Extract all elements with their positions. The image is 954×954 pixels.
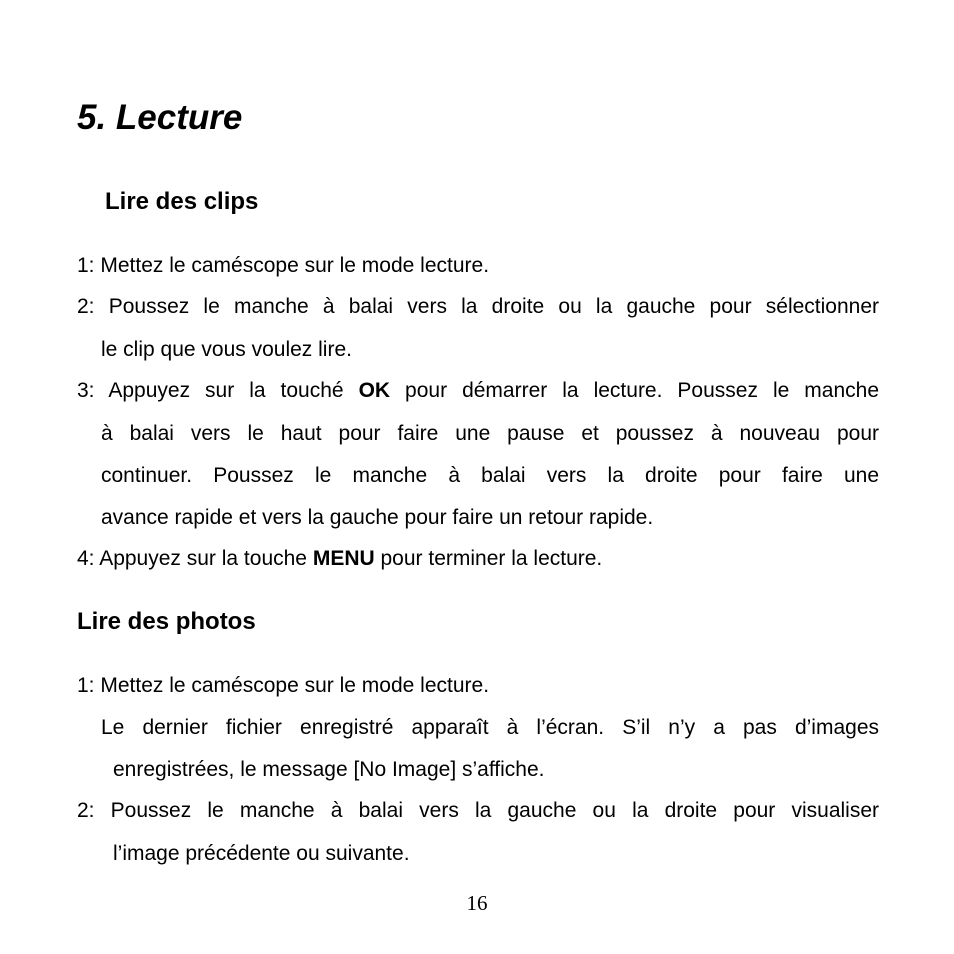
clips-step-3-suffix: pour démarrer la lecture. Poussez le manche [390,379,879,402]
clips-step-3-line-2: à balai vers le haut pour faire une pause et poussez à nouveau pour [101,422,879,445]
clips-step-2-line-1: 2: Poussez le manche à balai vers la droite ou la gauche pour sélectionner [77,295,879,318]
clips-step-4-prefix: 4: Appuyez sur la touche [77,547,313,570]
clips-step-4 [77,545,879,573]
clips-step-4-suffix: pour terminer la lecture. [374,547,603,570]
photos-step-2-line-2: l’image précédente ou suivante. [113,842,410,865]
ok-key-label: OK [358,379,391,402]
section-title-photos: Lire des photos [77,608,256,635]
clips-step-3-line-1 [77,377,879,405]
chapter-title: 5. Lecture [77,98,243,137]
clips-step-3-line-3: continuer. Poussez le manche à balai vers la droite pour faire une [101,464,879,487]
photos-step-1: 1: Mettez le caméscope sur le mode lecture. [77,674,490,697]
photos-step-1-note-line-1: Le dernier fichier enregistré apparaît à l’écran. S’il n’y a pas d’images [101,716,879,739]
menu-key-label: MENU [312,547,375,570]
photos-step-2-line-1: 2: Poussez le manche à balai vers la gauche ou la droite pour visualiser [77,799,879,822]
clips-step-3-prefix: 3: Appuyez sur la touché [77,379,359,402]
clips-step-3-line-4: avance rapide et vers la gauche pour faire un retour rapide. [101,506,654,529]
section-title-clips: Lire des clips [105,188,259,215]
photos-step-1-note-line-2: enregistrées, le message [No Image] s’affiche. [113,758,545,781]
clips-step-1: 1: Mettez le caméscope sur le mode lecture. [77,254,490,277]
page-number: 16 [466,891,488,915]
clips-step-2-line-2: le clip que vous voulez lire. [101,338,352,361]
